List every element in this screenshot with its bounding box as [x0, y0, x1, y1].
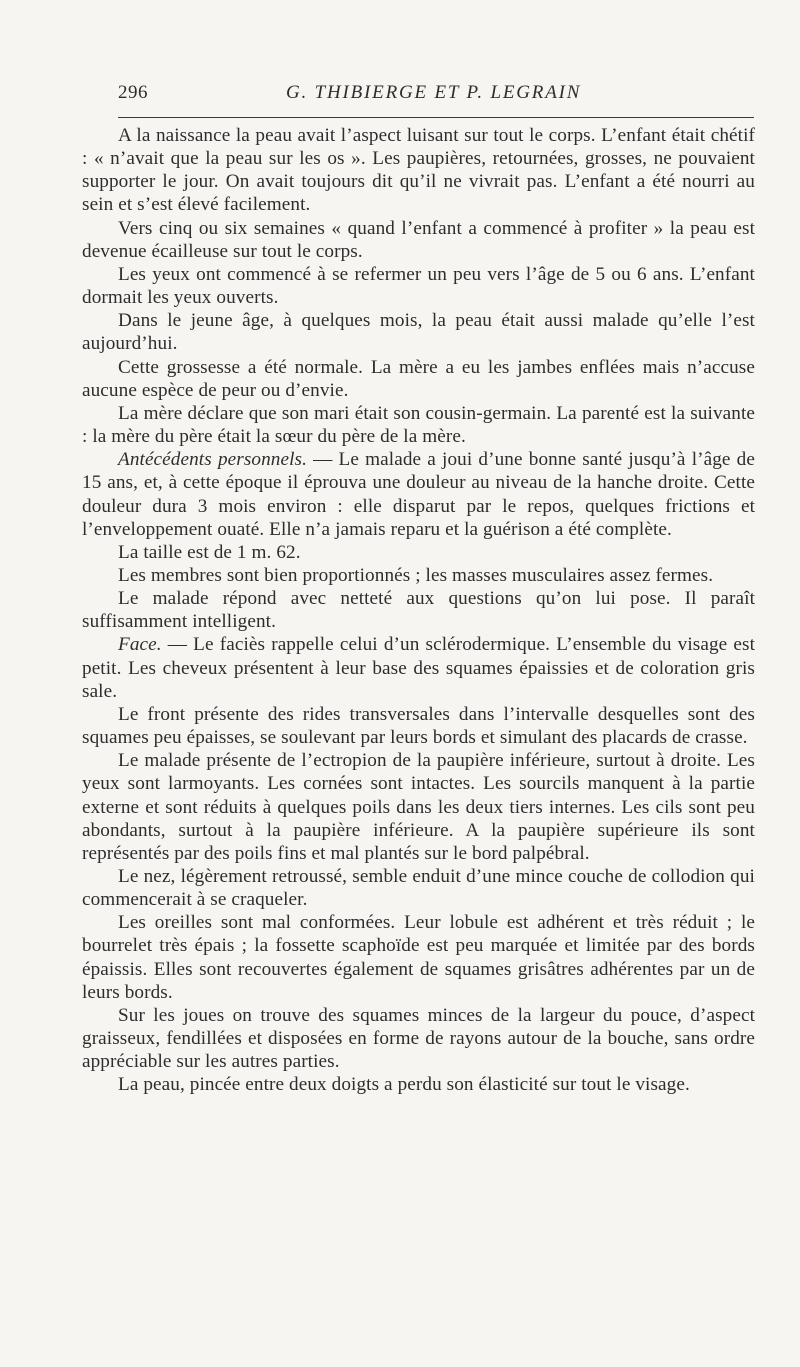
- paragraph-skin-elasticity: La peau, pincée entre deux doigts a perdu son élasticité sur tout le visage.: [118, 1074, 690, 1096]
- paragraph-face: Face. — Le faciès rappelle celui d’un sclérodermique. L’ensemble du visage est petit. Les cheveux présentent à leur base des squames épaissies et de coloration gris sale.: [82, 634, 755, 702]
- paragraph-cheeks: Sur les joues on trouve des squames minces de la largeur du pouce, d’aspect graisseux, fendillées et disposées en forme de rayons autour de la bouche, sans ordre appréciable sur les autres parties.: [82, 1004, 755, 1073]
- section-heading-face: Face.: [118, 634, 162, 656]
- body-text: [82, 124, 755, 1097]
- page-number: 296: [118, 82, 148, 103]
- paragraph-intelligence: Le malade répond avec netteté aux questions qu’on lui pose. Il paraît suffisamment intelligent.: [82, 588, 755, 633]
- paragraph-ears: Les oreilles sont mal conformées. Leur lobule est adhérent et très réduit ; le bourrelet très épais ; la fossette scaphoïde est peu marquée et limitée par des bords épaissis. Elles sont recouvertes également de squames grisâtres adhérentes par un de leurs bords.: [82, 912, 755, 1003]
- paragraph-scaling: Vers cinq ou six semaines « quand l’enfant a commencé à profiter » la peau est devenue écailleuse sur tout le corps.: [82, 217, 755, 262]
- paragraph-nose: Le nez, légèrement retroussé, semble enduit d’une mince couche de collodion qui commencerait à se craqueler.: [82, 866, 755, 911]
- paragraph-eyes: Les yeux ont commencé à se refermer un peu vers l’âge de 5 ou 6 ans. L’enfant dormait les yeux ouverts.: [82, 263, 755, 309]
- paragraph-limbs: Les membres sont bien proportionnés ; les masses musculaires assez fermes.: [118, 564, 714, 586]
- paragraph-pregnancy: Cette grossesse a été normale. La mère a eu les jambes enflées mais n’accuse aucune espèce de peur ou d’envie.: [82, 356, 755, 401]
- paragraph-parentage: La mère déclare que son mari était son cousin-germain. La parenté est la suivante : la mère du père était la sœur du père de la mère.: [82, 402, 755, 448]
- paragraph-height: La taille est de 1 m. 62.: [118, 541, 301, 563]
- running-header: [118, 82, 754, 112]
- section-heading-personal-history: Antécédents personnels.: [118, 449, 307, 471]
- paragraph-ectropion: Le malade présente de l’ectropion de la paupière inférieure, surtout à droite. Les yeux sont larmoyants. Les cornées sont intactes. Les sourcils manquent à la partie externe et sont réduits à quelques poils dans les deux tiers internes. Les cils sont peu abondants, surtout à la paupière inférieure. A la paupière supérieure ils sont représentés par des poils fins et mal plantés sur le bord palpébral.: [82, 750, 755, 864]
- paragraph-birth: A la naissance la peau avait l’aspect luisant sur tout le corps. L’enfant était chétif : « n’avait que la peau sur les os ». Les paupières, retournées, grosses, ne pouvaient supporter le jour. On avait toujours dit qu’il ne vivrait pas. L’enfant a été nourri au sein et s’est élevé facilement.: [82, 125, 755, 216]
- paragraph-forehead: Le front présente des rides transversales dans l’intervalle desquelles sont des squames peu épaisses, se soulevant par leurs bords et simulant des placards de crasse.: [82, 703, 755, 749]
- header-rule: [118, 117, 754, 118]
- running-title: G. THIBIERGE ET P. LEGRAIN: [286, 82, 582, 103]
- paragraph-early-age: Dans le jeune âge, à quelques mois, la peau était aussi malade qu’elle l’est aujourd’hui.: [82, 310, 755, 355]
- paragraph-personal-history: Antécédents personnels. — Le malade a joui d’une bonne santé jusqu’à l’âge de 15 ans, et, à cette époque il éprouva une douleur au niveau de la hanche droite. Cette douleur dura 3 mois environ : elle disparut par le repos, quelques frictions et l’enveloppement ouaté. Elle n’a jamais reparu et la guérison a été complète.: [82, 449, 755, 540]
